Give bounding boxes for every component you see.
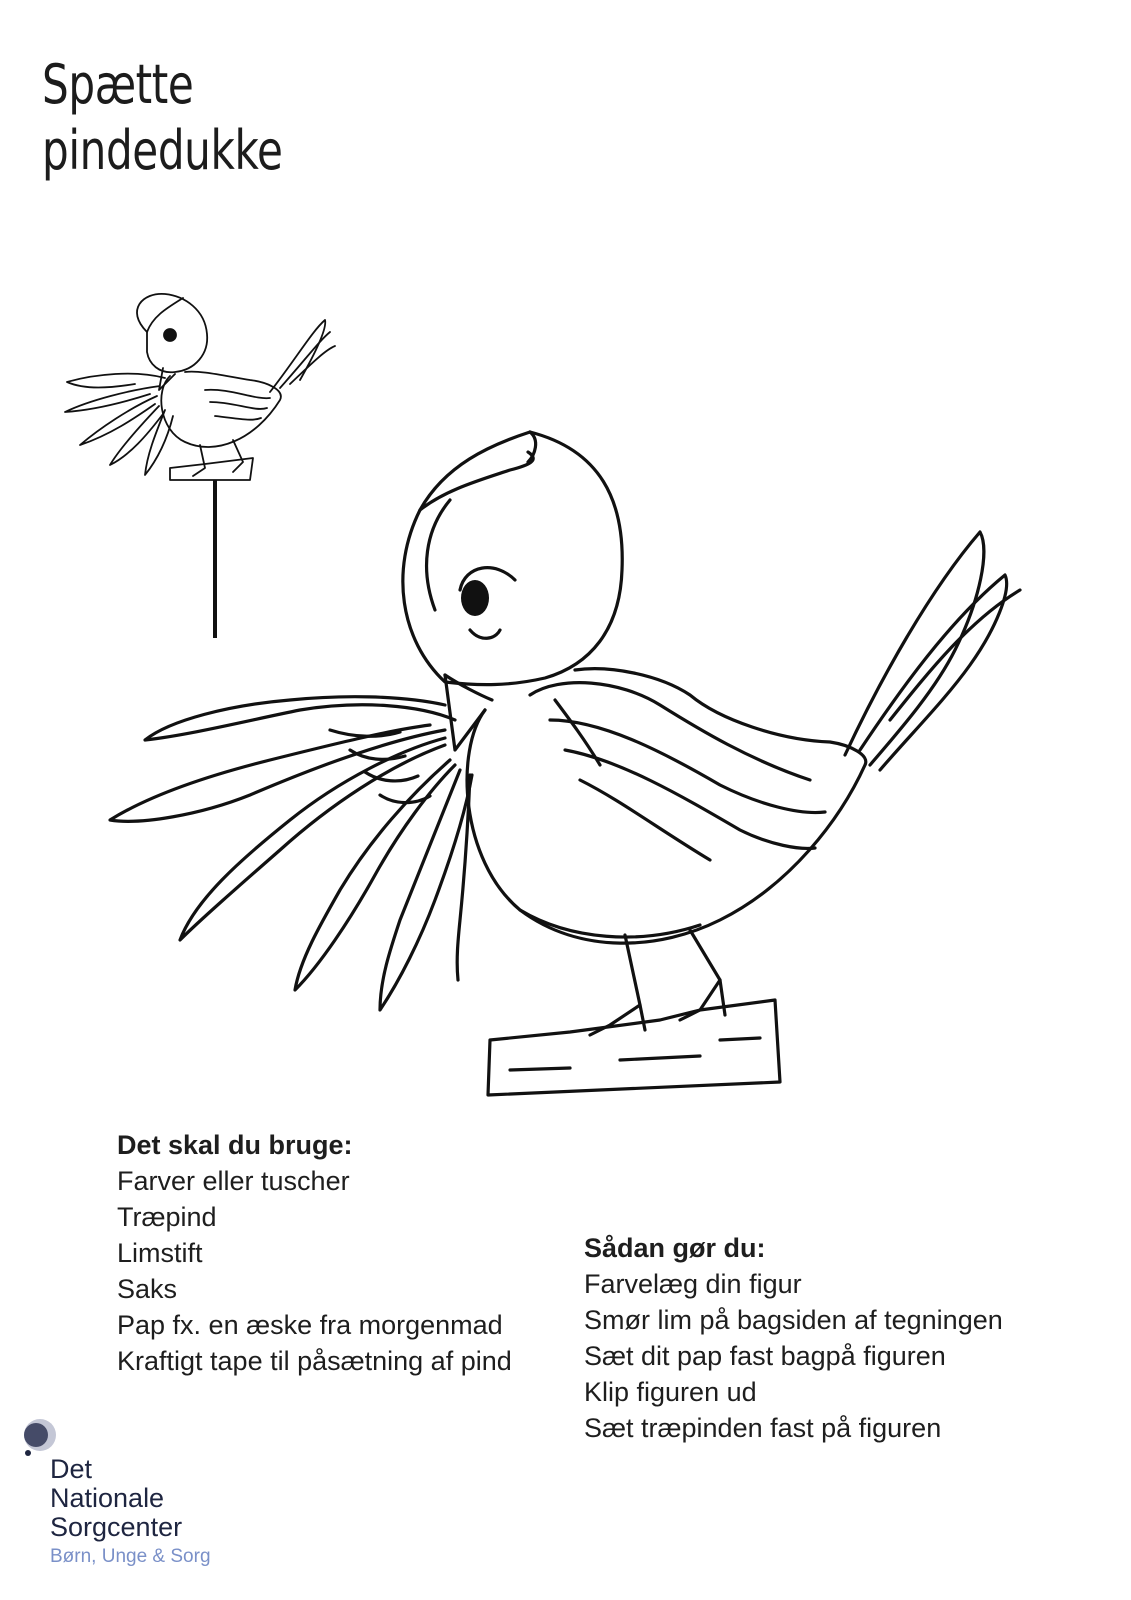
title-line-2: pindedukke (42, 119, 283, 182)
list-item: Smør lim på bagsiden af tegningen (584, 1305, 1003, 1335)
instructions-heading: Sådan gør du: (584, 1233, 766, 1263)
logo (50, 1455, 211, 1572)
logo-line-1: Det (50, 1454, 93, 1484)
list-item: Pap fx. en æske fra morgenmad (117, 1310, 503, 1340)
list-item: Limstift (117, 1238, 203, 1268)
list-item: Kraftigt tape til påsætning af pind (117, 1346, 512, 1376)
instructions-list (584, 1230, 1003, 1446)
list-item: Klip figuren ud (584, 1377, 757, 1407)
logo-tagline: Børn, Unge & Sorg (50, 1546, 211, 1567)
list-item: Sæt dit pap fast bagpå figuren (584, 1341, 946, 1371)
title-line-1: Spætte (42, 53, 194, 116)
woodpecker-coloring-icon (100, 420, 1040, 1110)
page-title (42, 52, 283, 184)
list-item: Træpind (117, 1202, 217, 1232)
logo-line-2: Nationale (50, 1483, 165, 1513)
materials-heading: Det skal du bruge: (117, 1130, 353, 1160)
list-item: Saks (117, 1274, 178, 1304)
list-item: Farver eller tuscher (117, 1166, 350, 1196)
list-item: Farvelæg din figur (584, 1269, 802, 1299)
list-item: Sæt træpinden fast på figuren (584, 1413, 942, 1443)
materials-list (117, 1127, 512, 1379)
logo-line-3: Sorgcenter (50, 1512, 183, 1542)
